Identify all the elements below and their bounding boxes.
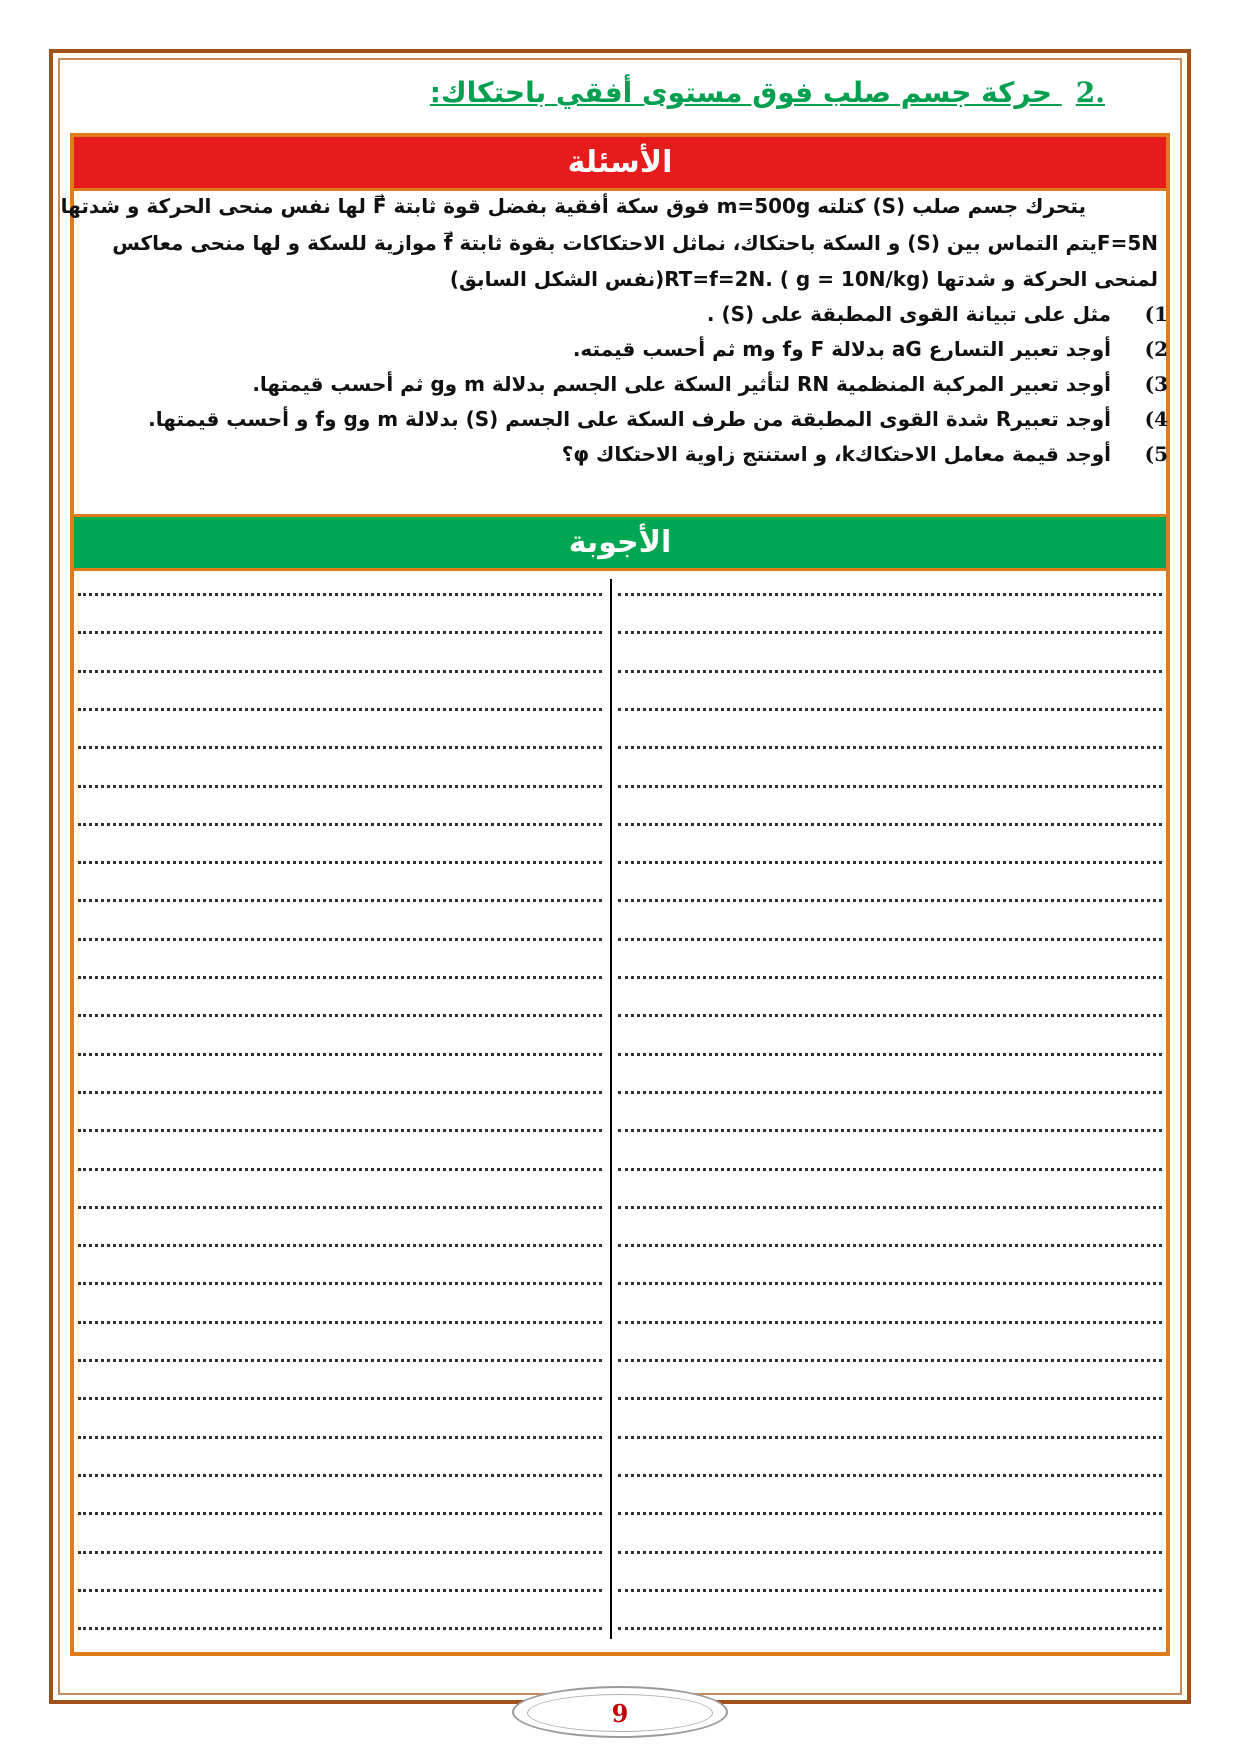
answer-line-left[interactable]	[78, 1129, 602, 1132]
question-text: أوجد تعبيرR شدة القوى المطبقة من طرف السكة على الجسم (S) بدلالة m وg وf و أحسب قيمتها.	[148, 407, 1112, 431]
answer-line-left[interactable]	[78, 1359, 602, 1362]
answer-line-left[interactable]	[78, 1091, 602, 1094]
answer-line-right[interactable]	[618, 1282, 1162, 1285]
column-divider	[610, 579, 612, 1639]
answer-line-left[interactable]	[78, 823, 602, 826]
answer-line-right[interactable]	[618, 1474, 1162, 1477]
answer-line-right[interactable]	[618, 976, 1162, 979]
answer-line-left[interactable]	[78, 1397, 602, 1400]
problem-line-1: يتحرك جسم صلب (S) كتلته m=500g فوق سكة أفقية بفضل قوة ثابتة F⃗ لها نفس منحى الحركة و شدتها	[60, 194, 1086, 218]
answer-line-right[interactable]	[618, 1244, 1162, 1247]
problem-line-3: لمنحى الحركة و شدتها RT=f=2N. ( g = 10N/kg)(نفس الشكل السابق)	[449, 267, 1158, 291]
answer-line-right[interactable]	[618, 1512, 1162, 1515]
answer-line-right[interactable]	[618, 1627, 1162, 1630]
answer-line-left[interactable]	[78, 1436, 602, 1439]
section-number: .2	[1075, 76, 1105, 109]
answer-line-left[interactable]	[78, 1627, 602, 1630]
answer-line-right[interactable]	[618, 1359, 1162, 1362]
answer-line-left[interactable]	[78, 1321, 602, 1324]
answer-line-left[interactable]	[78, 1053, 602, 1056]
question-item-2	[573, 337, 1168, 361]
answer-line-right[interactable]	[618, 1091, 1162, 1094]
answers-header: الأجوبة	[74, 517, 1166, 568]
question-number: 2)	[1144, 337, 1168, 361]
question-number: 5)	[1144, 442, 1168, 466]
question-item-1	[707, 302, 1168, 326]
questions-header-rule	[74, 188, 1166, 191]
questions-section	[60, 194, 1168, 514]
answer-line-left[interactable]	[78, 1168, 602, 1171]
page-number: 9	[611, 1699, 629, 1728]
answer-line-left[interactable]	[78, 938, 602, 941]
question-text: أوجد تعبير التسارع aG بدلالة F وf وm ثم أحسب قيمته.	[572, 337, 1112, 361]
answer-line-left[interactable]	[78, 1244, 602, 1247]
question-number: 3)	[1144, 372, 1168, 396]
answer-line-right[interactable]	[618, 1168, 1162, 1171]
questions-header: الأسئلة	[74, 137, 1166, 188]
question-number: 4)	[1144, 407, 1168, 431]
answer-area[interactable]	[74, 571, 1166, 1652]
answer-line-left[interactable]	[78, 785, 602, 788]
question-text: مثل على تبيانة القوى المطبقة على (S) .	[706, 302, 1112, 326]
answer-line-right[interactable]	[618, 1014, 1162, 1017]
answer-line-left[interactable]	[78, 1551, 602, 1554]
answer-line-left[interactable]	[78, 1014, 602, 1017]
answer-line-right[interactable]	[618, 670, 1162, 673]
answer-line-right[interactable]	[618, 1206, 1162, 1209]
answer-line-right[interactable]	[618, 1053, 1162, 1056]
answer-line-right[interactable]	[618, 785, 1162, 788]
answer-line-right[interactable]	[618, 1397, 1162, 1400]
answer-line-right[interactable]	[618, 899, 1162, 902]
question-text: أوجد قيمة معامل الاحتكاكk، و استنتج زاوية الاحتكاك φ؟	[561, 442, 1112, 466]
answer-line-left[interactable]	[78, 708, 602, 711]
answer-line-right[interactable]	[618, 1321, 1162, 1324]
answer-line-right[interactable]	[618, 861, 1162, 864]
answer-line-right[interactable]	[618, 1589, 1162, 1592]
question-item-3	[252, 372, 1168, 396]
answer-line-left[interactable]	[78, 976, 602, 979]
answer-line-left[interactable]	[78, 861, 602, 864]
answer-line-right[interactable]	[618, 631, 1162, 634]
answer-line-right[interactable]	[618, 746, 1162, 749]
answer-line-right[interactable]	[618, 938, 1162, 941]
answer-line-left[interactable]	[78, 1474, 602, 1477]
section-title: حركة جسم صلب فوق مستوى أفقي باحتكاك:	[429, 76, 1053, 109]
answer-line-right[interactable]	[618, 1129, 1162, 1132]
answer-line-right[interactable]	[618, 1551, 1162, 1554]
answer-line-right[interactable]	[618, 823, 1162, 826]
question-number: 1)	[1144, 302, 1168, 326]
answer-line-left[interactable]	[78, 593, 602, 596]
section-heading	[430, 76, 1105, 109]
question-item-5	[562, 442, 1168, 466]
answer-line-left[interactable]	[78, 670, 602, 673]
question-item-4	[148, 407, 1168, 431]
answer-line-left[interactable]	[78, 1206, 602, 1209]
answer-line-left[interactable]	[78, 1282, 602, 1285]
answer-line-left[interactable]	[78, 1512, 602, 1515]
answer-line-right[interactable]	[618, 593, 1162, 596]
answer-line-right[interactable]	[618, 708, 1162, 711]
answer-line-left[interactable]	[78, 631, 602, 634]
question-text: أوجد تعبير المركبة المنظمية RN لتأثير السكة على الجسم بدلالة m وg ثم أحسب قيمتها.	[252, 372, 1112, 396]
problem-line-2: F=5Nيتم التماس بين (S) و السكة باحتكاك، نماثل الاحتكاكات بقوة ثابتة f⃗ موازية للسكة و لها منحى معاكس	[112, 231, 1158, 255]
answer-line-left[interactable]	[78, 746, 602, 749]
answer-line-left[interactable]	[78, 899, 602, 902]
answer-line-right[interactable]	[618, 1436, 1162, 1439]
answer-line-left[interactable]	[78, 1589, 602, 1592]
